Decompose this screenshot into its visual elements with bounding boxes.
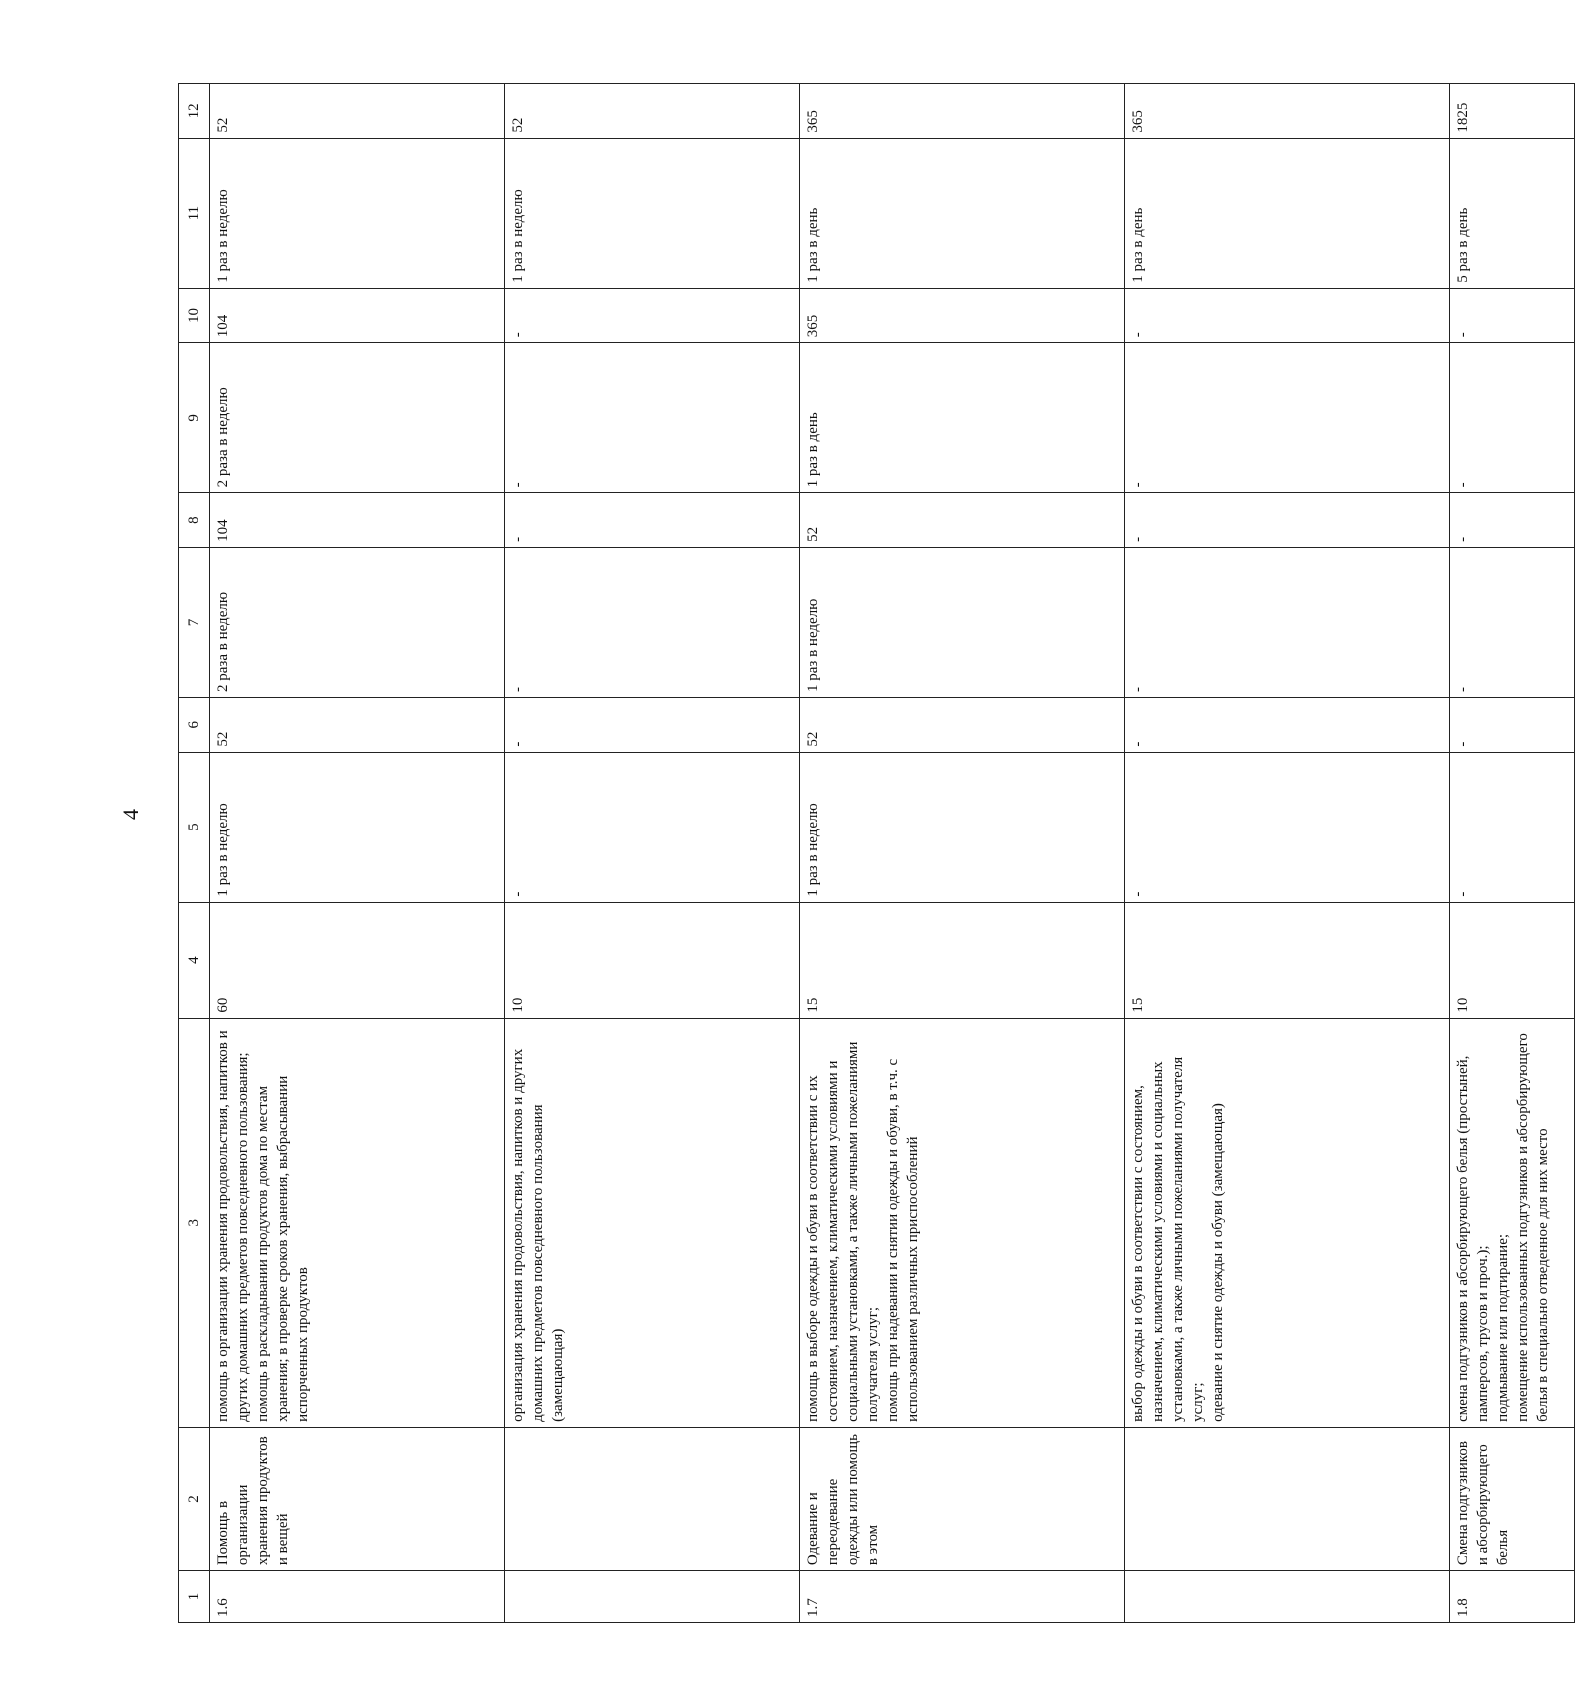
col-5-value: - [1450, 752, 1575, 902]
header-cell: 2 [179, 1427, 210, 1570]
col-8-value: - [1125, 493, 1450, 548]
service-description: организация хранения продовольствия, напитков и других домашних предметов повседневного пользования (замещающая) [505, 1018, 800, 1427]
header-cell: 6 [179, 698, 210, 753]
row-number [505, 1571, 800, 1623]
col-7-value: - [1450, 547, 1575, 697]
col-9-value: - [505, 343, 800, 493]
col-11-value: 1 раз в день [800, 138, 1125, 288]
services-table [178, 83, 1575, 1623]
col-8-value: 52 [800, 493, 1125, 548]
service-description: выбор одежды и обуви в соответствии с состоянием, назначением, климатическими условиями и социальных установками, а также личными пожеланиями получателя услуг; одевание и снятие одежды и обуви (замещающая) [1125, 1018, 1450, 1427]
col-11-value: 1 раз в неделю [210, 138, 505, 288]
page-number: 4 [118, 809, 143, 820]
col-4-value: 15 [800, 902, 1125, 1018]
header-cell: 1 [179, 1571, 210, 1623]
col-11-value: 5 раз в день [1450, 138, 1575, 288]
table-row [1450, 84, 1575, 1623]
header-cell: 9 [179, 343, 210, 493]
col-7-value: 2 раза в неделю [210, 547, 505, 697]
service-description: помощь в выборе одежды и обуви в соответствии с их состоянием, назначением, климатическими условиями и социальными установками, а также личными пожеланиями получателя услуг; помощь при надевании и снятии одежды и обуви, в т.ч. с использованием различных приспособлений [800, 1018, 1125, 1427]
header-cell: 3 [179, 1018, 210, 1427]
table-row [505, 84, 800, 1623]
header-cell: 12 [179, 84, 210, 139]
col-4-value: 15 [1125, 902, 1450, 1018]
service-name [1125, 1427, 1450, 1570]
header-cell: 10 [179, 288, 210, 343]
col-10-value: - [1125, 288, 1450, 343]
col-4-value: 60 [210, 902, 505, 1018]
col-10-value: 104 [210, 288, 505, 343]
col-12-value: 365 [1125, 84, 1450, 139]
col-10-value: - [1450, 288, 1575, 343]
col-11-value: 1 раз в неделю [505, 138, 800, 288]
col-6-value: - [1125, 698, 1450, 753]
col-9-value: - [1125, 343, 1450, 493]
service-name: Одевание и переодевание одежды или помощь в этом [800, 1427, 1125, 1570]
row-number: 1.8 [1450, 1571, 1575, 1623]
col-12-value: 52 [210, 84, 505, 139]
service-name: Помощь в организации хранения продуктов и вещей [210, 1427, 505, 1570]
header-cell: 8 [179, 493, 210, 548]
col-12-value: 52 [505, 84, 800, 139]
col-7-value: - [505, 547, 800, 697]
table-row [210, 84, 505, 1623]
col-4-value: 10 [505, 902, 800, 1018]
header-cell: 11 [179, 138, 210, 288]
header-row [179, 84, 210, 1623]
col-6-value: 52 [800, 698, 1125, 753]
table-row [1125, 84, 1450, 1623]
row-number: 1.7 [800, 1571, 1125, 1623]
service-name [505, 1427, 800, 1570]
service-name: Смена подгузников и абсорбирующего белья [1450, 1427, 1575, 1570]
header-cell: 5 [179, 752, 210, 902]
col-9-value: 1 раз в день [800, 343, 1125, 493]
service-description: помощь в организации хранения продовольствия, напитков и других домашних предметов повседневного пользования; помощь в раскладывании продуктов дома по местам хранения; в проверке сроков хранения, выбрасывании испорченных продуктов [210, 1018, 505, 1427]
col-5-value: - [505, 752, 800, 902]
table-row [800, 84, 1125, 1623]
header-cell: 7 [179, 547, 210, 697]
col-6-value: - [505, 698, 800, 753]
col-9-value: 2 раза в неделю [210, 343, 505, 493]
col-6-value: 52 [210, 698, 505, 753]
col-8-value: - [1450, 493, 1575, 548]
col-10-value: - [505, 288, 800, 343]
service-description: смена подгузников и абсорбирующего белья (простыней, памперсов, трусов и проч.); подмывание или подтирание; помещение использованных подгузников и абсорбирующего белья в специально отведенное для них место [1450, 1018, 1575, 1427]
col-5-value: - [1125, 752, 1450, 902]
col-6-value: - [1450, 698, 1575, 753]
col-9-value: - [1450, 343, 1575, 493]
col-5-value: 1 раз в неделю [800, 752, 1125, 902]
col-10-value: 365 [800, 288, 1125, 343]
col-11-value: 1 раз в день [1125, 138, 1450, 288]
col-4-value: 10 [1450, 902, 1575, 1018]
row-number: 1.6 [210, 1571, 505, 1623]
col-7-value: - [1125, 547, 1450, 697]
col-7-value: 1 раз в неделю [800, 547, 1125, 697]
col-8-value: - [505, 493, 800, 548]
col-5-value: 1 раз в неделю [210, 752, 505, 902]
header-cell: 4 [179, 902, 210, 1018]
rotated-table-container [178, 83, 1551, 1623]
col-12-value: 365 [800, 84, 1125, 139]
col-8-value: 104 [210, 493, 505, 548]
col-12-value: 1825 [1450, 84, 1575, 139]
row-number [1125, 1571, 1450, 1623]
